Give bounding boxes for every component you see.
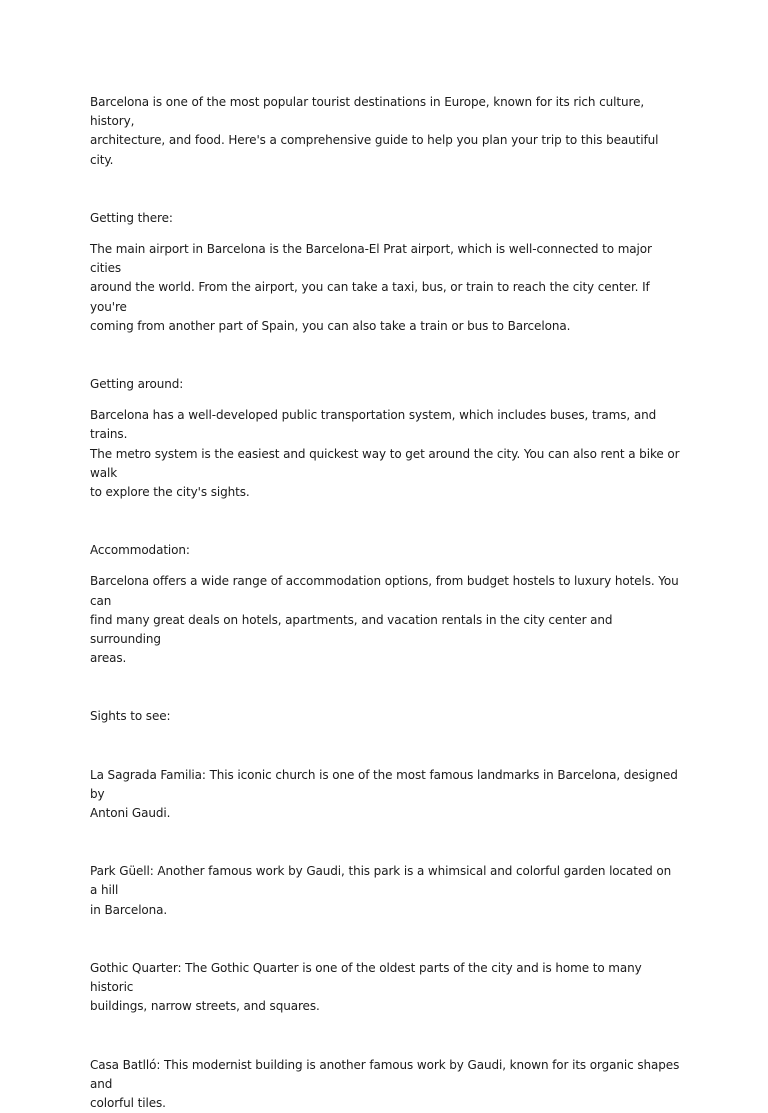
- sights-list: [90, 766, 680, 1113]
- section-heading: Accommodation:: [90, 541, 680, 560]
- section-body: Barcelona has a well-developed public transportation system, which includes buses, trams, and trains. The metro system is the easiest and quickest way to get around the city. You can also rent a bike or walk to explore the city's sights.: [90, 406, 680, 502]
- sights-heading: Sights to see:: [90, 707, 680, 726]
- sight-item-gothic-quarter: Gothic Quarter: The Gothic Quarter is one of the oldest parts of the city and is home to many historic buildings, narrow streets, and squares.: [90, 959, 680, 1017]
- section-heading: Getting there:: [90, 209, 680, 228]
- section-getting-there: [90, 209, 680, 336]
- intro-paragraph: Barcelona is one of the most popular tourist destinations in Europe, known for its rich culture, history, architecture, and food. Here's a comprehensive guide to help you plan your trip to this beautiful city.: [90, 93, 680, 170]
- section-body: The main airport in Barcelona is the Barcelona-El Prat airport, which is well-connected to major cities around the world. From the airport, you can take a taxi, bus, or train to reach the city center. If you're coming from another part of Spain, you can also take a train or bus to Barcelona.: [90, 240, 680, 336]
- sight-item-casa-batllo: Casa Batlló: This modernist building is another famous work by Gaudi, known for its organic shapes and colorful tiles.: [90, 1056, 680, 1113]
- sight-item-park-guell: Park Güell: Another famous work by Gaudi, this park is a whimsical and colorful garden located on a hill in Barcelona.: [90, 862, 680, 920]
- section-body: Barcelona offers a wide range of accommodation options, from budget hostels to luxury hotels. You can find many great deals on hotels, apartments, and vacation rentals in the city center and surrounding areas.: [90, 572, 680, 668]
- sight-item-sagrada-familia: La Sagrada Familia: This iconic church is one of the most famous landmarks in Barcelona, designed by Antoni Gaudi.: [90, 766, 680, 824]
- document-body: [90, 93, 680, 1113]
- section-getting-around: [90, 375, 680, 502]
- section-heading: Getting around:: [90, 375, 680, 394]
- section-accommodation: [90, 541, 680, 668]
